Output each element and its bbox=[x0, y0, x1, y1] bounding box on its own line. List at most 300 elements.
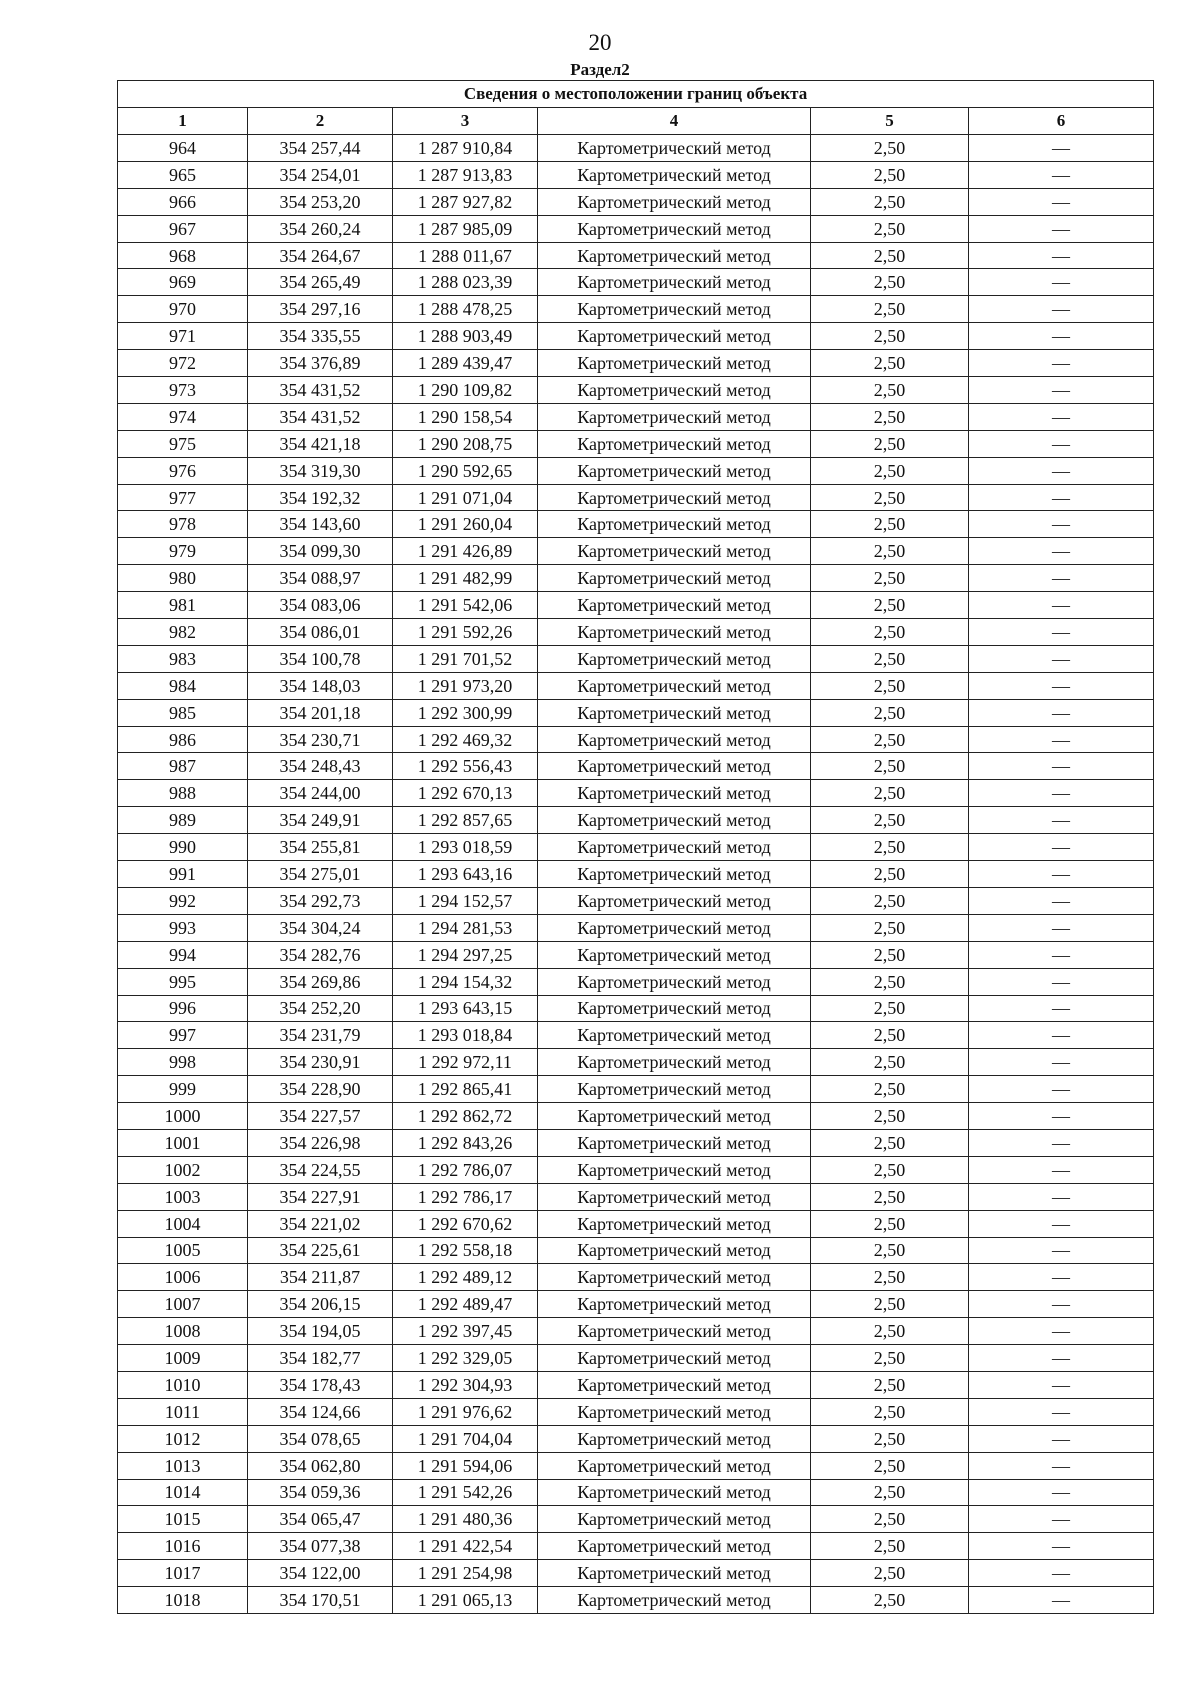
note-cell: — bbox=[969, 1291, 1154, 1318]
x-coordinate-cell: 354 269,86 bbox=[248, 968, 393, 995]
table-row bbox=[118, 699, 1154, 726]
table-row bbox=[118, 565, 1154, 592]
y-coordinate-cell: 1 289 439,47 bbox=[393, 350, 538, 377]
note-cell: — bbox=[969, 968, 1154, 995]
note-cell: — bbox=[969, 834, 1154, 861]
x-coordinate-cell: 354 099,30 bbox=[248, 538, 393, 565]
method-cell: Картометрический метод bbox=[538, 1022, 811, 1049]
table-row bbox=[118, 188, 1154, 215]
method-cell: Картометрический метод bbox=[538, 995, 811, 1022]
column-header: 2 bbox=[248, 108, 393, 135]
y-coordinate-cell: 1 288 011,67 bbox=[393, 242, 538, 269]
x-coordinate-cell: 354 275,01 bbox=[248, 861, 393, 888]
note-cell: — bbox=[969, 350, 1154, 377]
accuracy-cell: 2,50 bbox=[811, 1291, 969, 1318]
table-row bbox=[118, 968, 1154, 995]
accuracy-cell: 2,50 bbox=[811, 1022, 969, 1049]
x-coordinate-cell: 354 421,18 bbox=[248, 430, 393, 457]
table-row bbox=[118, 511, 1154, 538]
table-row bbox=[118, 1210, 1154, 1237]
point-number-cell: 974 bbox=[118, 403, 248, 430]
accuracy-cell: 2,50 bbox=[811, 457, 969, 484]
x-coordinate-cell: 354 086,01 bbox=[248, 619, 393, 646]
accuracy-cell: 2,50 bbox=[811, 135, 969, 162]
table-row bbox=[118, 215, 1154, 242]
y-coordinate-cell: 1 288 903,49 bbox=[393, 323, 538, 350]
point-number-cell: 1005 bbox=[118, 1237, 248, 1264]
y-coordinate-cell: 1 292 786,17 bbox=[393, 1183, 538, 1210]
note-cell: — bbox=[969, 1237, 1154, 1264]
accuracy-cell: 2,50 bbox=[811, 242, 969, 269]
x-coordinate-cell: 354 260,24 bbox=[248, 215, 393, 242]
note-cell: — bbox=[969, 1587, 1154, 1614]
note-cell: — bbox=[969, 1210, 1154, 1237]
y-coordinate-cell: 1 291 542,06 bbox=[393, 592, 538, 619]
accuracy-cell: 2,50 bbox=[811, 995, 969, 1022]
table-row bbox=[118, 1156, 1154, 1183]
point-number-cell: 996 bbox=[118, 995, 248, 1022]
x-coordinate-cell: 354 292,73 bbox=[248, 887, 393, 914]
x-coordinate-cell: 354 248,43 bbox=[248, 753, 393, 780]
method-cell: Картометрический метод bbox=[538, 457, 811, 484]
method-cell: Картометрический метод bbox=[538, 968, 811, 995]
method-cell: Картометрический метод bbox=[538, 135, 811, 162]
accuracy-cell: 2,50 bbox=[811, 672, 969, 699]
note-cell: — bbox=[969, 1533, 1154, 1560]
note-cell: — bbox=[969, 1183, 1154, 1210]
point-number-cell: 1007 bbox=[118, 1291, 248, 1318]
table-row bbox=[118, 350, 1154, 377]
accuracy-cell: 2,50 bbox=[811, 1425, 969, 1452]
x-coordinate-cell: 354 297,16 bbox=[248, 296, 393, 323]
y-coordinate-cell: 1 294 297,25 bbox=[393, 941, 538, 968]
y-coordinate-cell: 1 292 558,18 bbox=[393, 1237, 538, 1264]
accuracy-cell: 2,50 bbox=[811, 511, 969, 538]
note-cell: — bbox=[969, 377, 1154, 404]
y-coordinate-cell: 1 290 592,65 bbox=[393, 457, 538, 484]
x-coordinate-cell: 354 221,02 bbox=[248, 1210, 393, 1237]
note-cell: — bbox=[969, 1452, 1154, 1479]
table-row bbox=[118, 645, 1154, 672]
y-coordinate-cell: 1 292 397,45 bbox=[393, 1318, 538, 1345]
x-coordinate-cell: 354 231,79 bbox=[248, 1022, 393, 1049]
table-row bbox=[118, 1560, 1154, 1587]
method-cell: Картометрический метод bbox=[538, 645, 811, 672]
point-number-cell: 978 bbox=[118, 511, 248, 538]
note-cell: — bbox=[969, 1560, 1154, 1587]
note-cell: — bbox=[969, 403, 1154, 430]
note-cell: — bbox=[969, 188, 1154, 215]
point-number-cell: 1003 bbox=[118, 1183, 248, 1210]
note-cell: — bbox=[969, 1103, 1154, 1130]
table-row bbox=[118, 861, 1154, 888]
note-cell: — bbox=[969, 323, 1154, 350]
y-coordinate-cell: 1 292 469,32 bbox=[393, 726, 538, 753]
y-coordinate-cell: 1 288 023,39 bbox=[393, 269, 538, 296]
x-coordinate-cell: 354 225,61 bbox=[248, 1237, 393, 1264]
method-cell: Картометрический метод bbox=[538, 215, 811, 242]
note-cell: — bbox=[969, 619, 1154, 646]
point-number-cell: 967 bbox=[118, 215, 248, 242]
accuracy-cell: 2,50 bbox=[811, 887, 969, 914]
accuracy-cell: 2,50 bbox=[811, 1210, 969, 1237]
accuracy-cell: 2,50 bbox=[811, 968, 969, 995]
accuracy-cell: 2,50 bbox=[811, 430, 969, 457]
accuracy-cell: 2,50 bbox=[811, 565, 969, 592]
x-coordinate-cell: 354 206,15 bbox=[248, 1291, 393, 1318]
method-cell: Картометрический метод bbox=[538, 1452, 811, 1479]
point-number-cell: 986 bbox=[118, 726, 248, 753]
method-cell: Картометрический метод bbox=[538, 1587, 811, 1614]
point-number-cell: 981 bbox=[118, 592, 248, 619]
accuracy-cell: 2,50 bbox=[811, 834, 969, 861]
accuracy-cell: 2,50 bbox=[811, 1076, 969, 1103]
point-number-cell: 1014 bbox=[118, 1479, 248, 1506]
point-number-cell: 977 bbox=[118, 484, 248, 511]
x-coordinate-cell: 354 143,60 bbox=[248, 511, 393, 538]
accuracy-cell: 2,50 bbox=[811, 1560, 969, 1587]
point-number-cell: 1011 bbox=[118, 1398, 248, 1425]
accuracy-cell: 2,50 bbox=[811, 377, 969, 404]
note-cell: — bbox=[969, 861, 1154, 888]
y-coordinate-cell: 1 290 158,54 bbox=[393, 403, 538, 430]
method-cell: Картометрический метод bbox=[538, 914, 811, 941]
point-number-cell: 1017 bbox=[118, 1560, 248, 1587]
method-cell: Картометрический метод bbox=[538, 1533, 811, 1560]
method-cell: Картометрический метод bbox=[538, 511, 811, 538]
table-row bbox=[118, 1022, 1154, 1049]
point-number-cell: 991 bbox=[118, 861, 248, 888]
table-row bbox=[118, 538, 1154, 565]
table-row bbox=[118, 269, 1154, 296]
method-cell: Картометрический метод bbox=[538, 1291, 811, 1318]
point-number-cell: 998 bbox=[118, 1049, 248, 1076]
x-coordinate-cell: 354 077,38 bbox=[248, 1533, 393, 1560]
x-coordinate-cell: 354 319,30 bbox=[248, 457, 393, 484]
y-coordinate-cell: 1 293 643,16 bbox=[393, 861, 538, 888]
table-row bbox=[118, 296, 1154, 323]
note-cell: — bbox=[969, 511, 1154, 538]
table-row bbox=[118, 995, 1154, 1022]
y-coordinate-cell: 1 294 281,53 bbox=[393, 914, 538, 941]
x-coordinate-cell: 354 170,51 bbox=[248, 1587, 393, 1614]
accuracy-cell: 2,50 bbox=[811, 726, 969, 753]
y-coordinate-cell: 1 291 480,36 bbox=[393, 1506, 538, 1533]
accuracy-cell: 2,50 bbox=[811, 1398, 969, 1425]
note-cell: — bbox=[969, 1398, 1154, 1425]
point-number-cell: 992 bbox=[118, 887, 248, 914]
table-row bbox=[118, 135, 1154, 162]
table-row bbox=[118, 834, 1154, 861]
table-row bbox=[118, 1291, 1154, 1318]
page-number: 20 bbox=[588, 30, 612, 55]
x-coordinate-cell: 354 335,55 bbox=[248, 323, 393, 350]
method-cell: Картометрический метод bbox=[538, 430, 811, 457]
method-cell: Картометрический метод bbox=[538, 699, 811, 726]
x-coordinate-cell: 354 254,01 bbox=[248, 161, 393, 188]
point-number-cell: 988 bbox=[118, 780, 248, 807]
note-cell: — bbox=[969, 1506, 1154, 1533]
point-number-cell: 985 bbox=[118, 699, 248, 726]
x-coordinate-cell: 354 201,18 bbox=[248, 699, 393, 726]
method-cell: Картометрический метод bbox=[538, 1479, 811, 1506]
point-number-cell: 973 bbox=[118, 377, 248, 404]
table-row bbox=[118, 1103, 1154, 1130]
method-cell: Картометрический метод bbox=[538, 1371, 811, 1398]
y-coordinate-cell: 1 287 910,84 bbox=[393, 135, 538, 162]
section-title: Раздел2 bbox=[570, 60, 630, 79]
y-coordinate-cell: 1 291 976,62 bbox=[393, 1398, 538, 1425]
accuracy-cell: 2,50 bbox=[811, 323, 969, 350]
y-coordinate-cell: 1 291 254,98 bbox=[393, 1560, 538, 1587]
y-coordinate-cell: 1 291 422,54 bbox=[393, 1533, 538, 1560]
table-row bbox=[118, 1425, 1154, 1452]
method-cell: Картометрический метод bbox=[538, 619, 811, 646]
note-cell: — bbox=[969, 941, 1154, 968]
point-number-cell: 979 bbox=[118, 538, 248, 565]
table-row bbox=[118, 323, 1154, 350]
method-cell: Картометрический метод bbox=[538, 1210, 811, 1237]
note-cell: — bbox=[969, 1318, 1154, 1345]
table-row bbox=[118, 1371, 1154, 1398]
accuracy-cell: 2,50 bbox=[811, 538, 969, 565]
note-cell: — bbox=[969, 807, 1154, 834]
point-number-cell: 976 bbox=[118, 457, 248, 484]
y-coordinate-cell: 1 292 862,72 bbox=[393, 1103, 538, 1130]
note-cell: — bbox=[969, 565, 1154, 592]
x-coordinate-cell: 354 244,00 bbox=[248, 780, 393, 807]
y-coordinate-cell: 1 293 643,15 bbox=[393, 995, 538, 1022]
method-cell: Картометрический метод bbox=[538, 1183, 811, 1210]
table-row bbox=[118, 592, 1154, 619]
method-cell: Картометрический метод bbox=[538, 188, 811, 215]
method-cell: Картометрический метод bbox=[538, 1345, 811, 1372]
point-number-cell: 966 bbox=[118, 188, 248, 215]
x-coordinate-cell: 354 228,90 bbox=[248, 1076, 393, 1103]
point-number-cell: 971 bbox=[118, 323, 248, 350]
note-cell: — bbox=[969, 1371, 1154, 1398]
x-coordinate-cell: 354 227,57 bbox=[248, 1103, 393, 1130]
y-coordinate-cell: 1 294 154,32 bbox=[393, 968, 538, 995]
table-row bbox=[118, 887, 1154, 914]
note-cell: — bbox=[969, 269, 1154, 296]
x-coordinate-cell: 354 124,66 bbox=[248, 1398, 393, 1425]
accuracy-cell: 2,50 bbox=[811, 1103, 969, 1130]
y-coordinate-cell: 1 290 208,75 bbox=[393, 430, 538, 457]
y-coordinate-cell: 1 288 478,25 bbox=[393, 296, 538, 323]
method-cell: Картометрический метод bbox=[538, 565, 811, 592]
accuracy-cell: 2,50 bbox=[811, 1452, 969, 1479]
table-row bbox=[118, 914, 1154, 941]
point-number-cell: 983 bbox=[118, 645, 248, 672]
x-coordinate-cell: 354 431,52 bbox=[248, 377, 393, 404]
y-coordinate-cell: 1 292 300,99 bbox=[393, 699, 538, 726]
x-coordinate-cell: 354 083,06 bbox=[248, 592, 393, 619]
note-cell: — bbox=[969, 161, 1154, 188]
accuracy-cell: 2,50 bbox=[811, 1156, 969, 1183]
table-body bbox=[118, 135, 1154, 1614]
y-coordinate-cell: 1 292 865,41 bbox=[393, 1076, 538, 1103]
table-row bbox=[118, 672, 1154, 699]
point-number-cell: 1012 bbox=[118, 1425, 248, 1452]
method-cell: Картометрический метод bbox=[538, 1398, 811, 1425]
accuracy-cell: 2,50 bbox=[811, 1345, 969, 1372]
table-row bbox=[118, 726, 1154, 753]
x-coordinate-cell: 354 194,05 bbox=[248, 1318, 393, 1345]
x-coordinate-cell: 354 376,89 bbox=[248, 350, 393, 377]
accuracy-cell: 2,50 bbox=[811, 1049, 969, 1076]
method-cell: Картометрический метод bbox=[538, 350, 811, 377]
table-row bbox=[118, 619, 1154, 646]
x-coordinate-cell: 354 265,49 bbox=[248, 269, 393, 296]
note-cell: — bbox=[969, 296, 1154, 323]
column-header: 6 bbox=[969, 108, 1154, 135]
x-coordinate-cell: 354 257,44 bbox=[248, 135, 393, 162]
y-coordinate-cell: 1 291 704,04 bbox=[393, 1425, 538, 1452]
y-coordinate-cell: 1 287 985,09 bbox=[393, 215, 538, 242]
y-coordinate-cell: 1 290 109,82 bbox=[393, 377, 538, 404]
method-cell: Картометрический метод bbox=[538, 1425, 811, 1452]
note-cell: — bbox=[969, 645, 1154, 672]
note-cell: — bbox=[969, 995, 1154, 1022]
note-cell: — bbox=[969, 538, 1154, 565]
point-number-cell: 964 bbox=[118, 135, 248, 162]
point-number-cell: 993 bbox=[118, 914, 248, 941]
method-cell: Картометрический метод bbox=[538, 1103, 811, 1130]
note-cell: — bbox=[969, 699, 1154, 726]
accuracy-cell: 2,50 bbox=[811, 188, 969, 215]
point-number-cell: 1004 bbox=[118, 1210, 248, 1237]
method-cell: Картометрический метод bbox=[538, 807, 811, 834]
y-coordinate-cell: 1 292 670,62 bbox=[393, 1210, 538, 1237]
x-coordinate-cell: 354 252,20 bbox=[248, 995, 393, 1022]
x-coordinate-cell: 354 059,36 bbox=[248, 1479, 393, 1506]
x-coordinate-cell: 354 253,20 bbox=[248, 188, 393, 215]
x-coordinate-cell: 354 264,67 bbox=[248, 242, 393, 269]
accuracy-cell: 2,50 bbox=[811, 619, 969, 646]
point-number-cell: 989 bbox=[118, 807, 248, 834]
y-coordinate-cell: 1 292 670,13 bbox=[393, 780, 538, 807]
accuracy-cell: 2,50 bbox=[811, 1183, 969, 1210]
y-coordinate-cell: 1 291 701,52 bbox=[393, 645, 538, 672]
column-header: 5 bbox=[811, 108, 969, 135]
x-coordinate-cell: 354 078,65 bbox=[248, 1425, 393, 1452]
accuracy-cell: 2,50 bbox=[811, 699, 969, 726]
table-row bbox=[118, 1345, 1154, 1372]
method-cell: Картометрический метод bbox=[538, 377, 811, 404]
table-row bbox=[118, 1506, 1154, 1533]
point-number-cell: 1018 bbox=[118, 1587, 248, 1614]
note-cell: — bbox=[969, 726, 1154, 753]
point-number-cell: 1015 bbox=[118, 1506, 248, 1533]
y-coordinate-cell: 1 291 260,04 bbox=[393, 511, 538, 538]
note-cell: — bbox=[969, 457, 1154, 484]
x-coordinate-cell: 354 230,91 bbox=[248, 1049, 393, 1076]
table-row bbox=[118, 1129, 1154, 1156]
method-cell: Картометрический метод bbox=[538, 161, 811, 188]
accuracy-cell: 2,50 bbox=[811, 914, 969, 941]
table-row bbox=[118, 457, 1154, 484]
table-row bbox=[118, 430, 1154, 457]
accuracy-cell: 2,50 bbox=[811, 1506, 969, 1533]
table-row bbox=[118, 1587, 1154, 1614]
point-number-cell: 970 bbox=[118, 296, 248, 323]
point-number-cell: 1008 bbox=[118, 1318, 248, 1345]
table-row bbox=[118, 1049, 1154, 1076]
y-coordinate-cell: 1 291 065,13 bbox=[393, 1587, 538, 1614]
table-row bbox=[118, 1533, 1154, 1560]
x-coordinate-cell: 354 230,71 bbox=[248, 726, 393, 753]
accuracy-cell: 2,50 bbox=[811, 1237, 969, 1264]
y-coordinate-cell: 1 291 592,26 bbox=[393, 619, 538, 646]
note-cell: — bbox=[969, 1022, 1154, 1049]
method-cell: Картометрический метод bbox=[538, 941, 811, 968]
method-cell: Картометрический метод bbox=[538, 1264, 811, 1291]
x-coordinate-cell: 354 249,91 bbox=[248, 807, 393, 834]
point-number-cell: 997 bbox=[118, 1022, 248, 1049]
x-coordinate-cell: 354 227,91 bbox=[248, 1183, 393, 1210]
y-coordinate-cell: 1 291 973,20 bbox=[393, 672, 538, 699]
y-coordinate-cell: 1 287 927,82 bbox=[393, 188, 538, 215]
table-row bbox=[118, 780, 1154, 807]
method-cell: Картометрический метод bbox=[538, 538, 811, 565]
x-coordinate-cell: 354 065,47 bbox=[248, 1506, 393, 1533]
point-number-cell: 1013 bbox=[118, 1452, 248, 1479]
accuracy-cell: 2,50 bbox=[811, 1533, 969, 1560]
note-cell: — bbox=[969, 215, 1154, 242]
method-cell: Картометрический метод bbox=[538, 1237, 811, 1264]
y-coordinate-cell: 1 291 594,06 bbox=[393, 1452, 538, 1479]
point-number-cell: 987 bbox=[118, 753, 248, 780]
note-cell: — bbox=[969, 753, 1154, 780]
note-cell: — bbox=[969, 1049, 1154, 1076]
note-cell: — bbox=[969, 1345, 1154, 1372]
point-number-cell: 994 bbox=[118, 941, 248, 968]
note-cell: — bbox=[969, 1129, 1154, 1156]
method-cell: Картометрический метод bbox=[538, 780, 811, 807]
method-cell: Картометрический метод bbox=[538, 592, 811, 619]
point-number-cell: 984 bbox=[118, 672, 248, 699]
table-row bbox=[118, 484, 1154, 511]
table-row bbox=[118, 1398, 1154, 1425]
point-number-cell: 990 bbox=[118, 834, 248, 861]
table-row bbox=[118, 807, 1154, 834]
accuracy-cell: 2,50 bbox=[811, 1587, 969, 1614]
y-coordinate-cell: 1 291 542,26 bbox=[393, 1479, 538, 1506]
accuracy-cell: 2,50 bbox=[811, 1479, 969, 1506]
x-coordinate-cell: 354 431,52 bbox=[248, 403, 393, 430]
table-caption: Сведения о местоположении границ объекта bbox=[118, 81, 1154, 108]
note-cell: — bbox=[969, 242, 1154, 269]
method-cell: Картометрический метод bbox=[538, 1076, 811, 1103]
point-number-cell: 980 bbox=[118, 565, 248, 592]
accuracy-cell: 2,50 bbox=[811, 780, 969, 807]
table-row bbox=[118, 377, 1154, 404]
x-coordinate-cell: 354 211,87 bbox=[248, 1264, 393, 1291]
point-number-cell: 968 bbox=[118, 242, 248, 269]
accuracy-cell: 2,50 bbox=[811, 350, 969, 377]
table-row bbox=[118, 753, 1154, 780]
accuracy-cell: 2,50 bbox=[811, 1318, 969, 1345]
table-row bbox=[118, 1237, 1154, 1264]
table-row bbox=[118, 1452, 1154, 1479]
accuracy-cell: 2,50 bbox=[811, 484, 969, 511]
accuracy-cell: 2,50 bbox=[811, 861, 969, 888]
method-cell: Картометрический метод bbox=[538, 1049, 811, 1076]
accuracy-cell: 2,50 bbox=[811, 753, 969, 780]
accuracy-cell: 2,50 bbox=[811, 1371, 969, 1398]
note-cell: — bbox=[969, 1425, 1154, 1452]
